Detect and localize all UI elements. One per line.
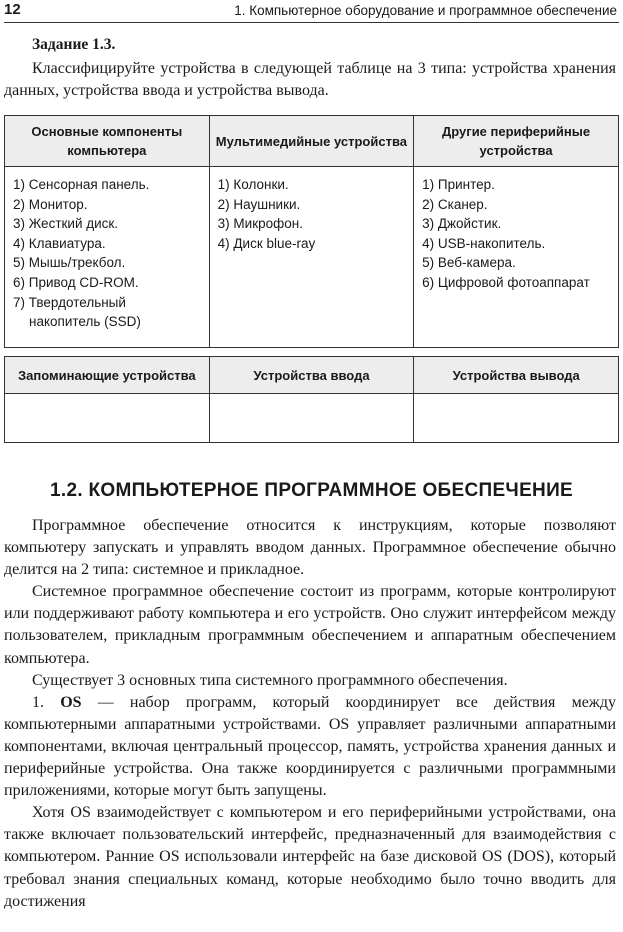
list-item: 5) Веб-камера. [422, 255, 516, 271]
table2-cell-storage [5, 394, 210, 443]
table1-header-multimedia: Мультимедийные устройства [209, 116, 413, 167]
list-item: 3) Микрофон. [217, 216, 303, 232]
list-item: 2) Наушники. [217, 196, 301, 212]
paragraph: Хотя OS взаимодействует с компьютером и его периферийными устройствами, она также включает пользовательский интерфейс, предназначенный для взаимодействия с компьютером. Ранние OS использовали интерфейс на базе дисковой OS (DOS), который требовал знания специальных команд, которые необходимо было точно вводить для достижения [4, 804, 616, 910]
list-item: 1) Колонки. [217, 177, 289, 192]
table2-cell-output [414, 394, 619, 443]
table1-header-peripherals: Другие периферийные устройства [414, 116, 619, 167]
paragraph [4, 692, 616, 802]
table2-header-input: Устройства ввода [209, 357, 414, 394]
table2-header-output: Устройства вывода [414, 357, 619, 394]
list-item: 4) Клавиатура. [13, 235, 106, 251]
running-head: 1. Компьютерное оборудование и программное обеспечение [234, 3, 617, 18]
list-number: 1. [32, 693, 61, 711]
classification-table [4, 356, 619, 443]
list-item: 6) Цифровой фотоаппарат [422, 274, 590, 290]
list-item: 1) Принтер. [422, 177, 495, 192]
term-os: OS [60, 693, 82, 711]
table1-header-main-components: Основные компоненты компьютера [5, 116, 210, 167]
task-text: Классифицируйте устройства в следующей таблице на 3 типа: устройства хранения данных, устройства ввода и устройства вывода. [4, 60, 616, 99]
table1-cell-multimedia [209, 167, 413, 348]
table1-cell-main-components [5, 167, 210, 348]
device-table [4, 115, 619, 348]
paragraph: Программное обеспечение относится к инструкциям, которые позволяют компьютеру запускать и управлять вводом данных. Программное обеспечение обычно делится на 2 типа: системное и прикладное. [4, 517, 616, 579]
list-item: 6) Привод CD-ROM. [13, 274, 139, 290]
table1-cell-peripherals [414, 167, 619, 348]
page-number: 12 [4, 1, 21, 18]
table2-header-storage: Запоминающие устройства [5, 357, 210, 394]
list-item: 4) Диск blue-ray [217, 235, 316, 251]
list-item: 3) Джойстик. [422, 216, 502, 232]
list-item: 7) Твердотельный накопитель (SSD) [13, 294, 141, 330]
list-item: 2) Монитор. [13, 196, 88, 212]
paragraph: Системное программное обеспечение состоит из программ, которые контролируют или поддерживают работу компьютера и его устройств. Оно служит интерфейсом между пользователем, прикладным программным обеспечением и аппаратным обеспечением компьютера. [4, 583, 616, 667]
table2-cell-input [209, 394, 414, 443]
page-header [4, 0, 619, 23]
list-item: 3) Жесткий диск. [13, 216, 119, 232]
body-text [4, 515, 616, 913]
list-item: 2) Сканер. [422, 196, 488, 212]
task-title: Задание 1.3. [32, 36, 116, 53]
list-item: 1) Сенсорная панель. [13, 177, 150, 192]
list-item: 4) USB-накопитель. [422, 235, 546, 251]
list-item: 5) Мышь/трекбол. [13, 255, 126, 271]
paragraph-text: — набор программ, который координирует все действия между компьютерными аппаратными устройствами. OS управляет различными аппаратными компонентами, включая центральный процессор, память, устройства хранения данных и периферийные устройства. Она также координируется с различными программными приложениями, которые могут быть запущены. [4, 693, 617, 800]
section-title: 1.2. КОМПЬЮТЕРНОЕ ПРОГРАММНОЕ ОБЕСПЕЧЕНИЕ [50, 480, 573, 501]
paragraph: Существует 3 основных типа системного программного обеспечения. [32, 671, 508, 689]
